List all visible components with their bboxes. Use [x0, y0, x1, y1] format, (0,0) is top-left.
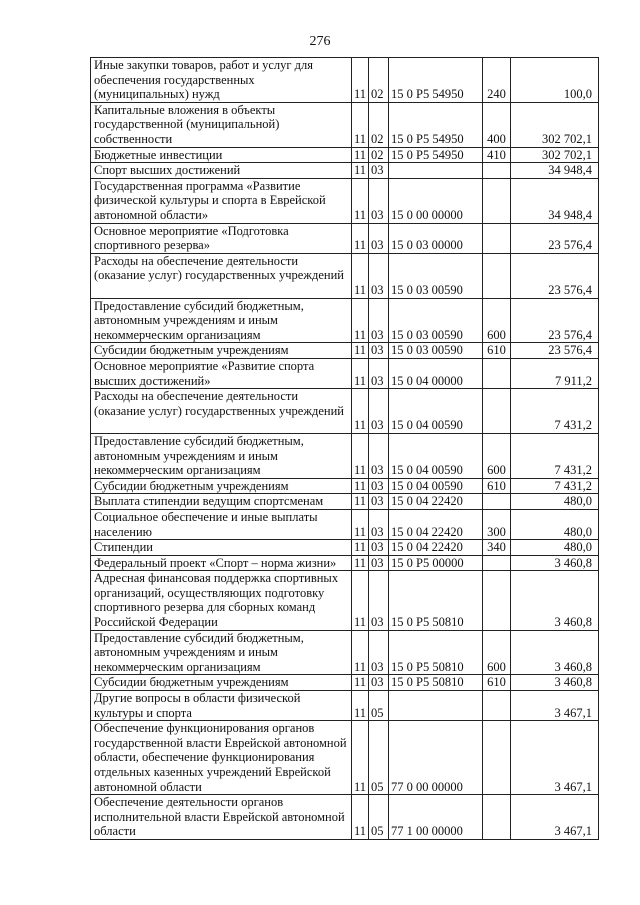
expense-type-code-cell: 240 [483, 58, 511, 103]
expense-type-code-cell [483, 389, 511, 434]
subsection-code-cell: 03 [369, 358, 389, 388]
expense-type-code-cell: 340 [483, 540, 511, 556]
table-row [91, 147, 599, 163]
page-number: 276 [309, 34, 331, 49]
amount-cell: 23 576,4 [511, 298, 599, 343]
subsection-code-cell: 03 [369, 343, 389, 359]
target-item-code-cell: 15 0 03 00590 [389, 343, 483, 359]
target-item-code-cell: 15 0 Р5 50810 [389, 630, 483, 675]
section-code-cell: 11 [352, 102, 369, 147]
target-item-code-cell: 15 0 Р5 54950 [389, 147, 483, 163]
row-name-cell: Расходы на обеспечение деятельности (оказание услуг) государственных учреждений [91, 389, 352, 434]
section-code-cell: 11 [352, 253, 369, 298]
section-code-cell: 11 [352, 389, 369, 434]
subsection-code-cell: 03 [369, 163, 389, 179]
target-item-code-cell: 15 0 04 22420 [389, 494, 483, 510]
expense-type-code-cell [483, 223, 511, 253]
expense-type-code-cell [483, 178, 511, 223]
table-row [91, 675, 599, 691]
amount-cell: 7 431,2 [511, 433, 599, 478]
amount-cell: 302 702,1 [511, 147, 599, 163]
row-name-cell: Субсидии бюджетным учреждениям [91, 343, 352, 359]
subsection-code-cell: 02 [369, 58, 389, 103]
section-code-cell: 11 [352, 58, 369, 103]
table-row [91, 163, 599, 179]
expense-type-code-cell [483, 795, 511, 840]
subsection-code-cell: 05 [369, 691, 389, 721]
subsection-code-cell: 03 [369, 389, 389, 434]
row-name-cell: Стипендии [91, 540, 352, 556]
section-code-cell: 11 [352, 571, 369, 630]
section-code-cell: 11 [352, 540, 369, 556]
table-row [91, 178, 599, 223]
expense-type-code-cell [483, 163, 511, 179]
row-name-cell: Субсидии бюджетным учреждениям [91, 675, 352, 691]
section-code-cell: 11 [352, 147, 369, 163]
subsection-code-cell: 03 [369, 433, 389, 478]
row-name-cell: Социальное обеспечение и иные выплаты населению [91, 509, 352, 539]
target-item-code-cell: 15 0 04 22420 [389, 540, 483, 556]
amount-cell: 7 911,2 [511, 358, 599, 388]
target-item-code-cell: 15 0 Р5 00000 [389, 555, 483, 571]
table-row [91, 58, 599, 103]
target-item-code-cell [389, 163, 483, 179]
target-item-code-cell: 15 0 04 00000 [389, 358, 483, 388]
row-name-cell: Спорт высших достижений [91, 163, 352, 179]
subsection-code-cell: 02 [369, 102, 389, 147]
table-row [91, 478, 599, 494]
expense-type-code-cell [483, 253, 511, 298]
target-item-code-cell: 15 0 Р5 54950 [389, 102, 483, 147]
amount-cell: 3 467,1 [511, 691, 599, 721]
amount-cell: 3 460,8 [511, 571, 599, 630]
table-row [91, 721, 599, 795]
amount-cell: 3 467,1 [511, 795, 599, 840]
subsection-code-cell: 03 [369, 571, 389, 630]
amount-cell: 7 431,2 [511, 389, 599, 434]
row-name-cell: Основное мероприятие «Развитие спорта высших достижений» [91, 358, 352, 388]
section-code-cell: 11 [352, 433, 369, 478]
expense-type-code-cell: 610 [483, 478, 511, 494]
section-code-cell: 11 [352, 223, 369, 253]
subsection-code-cell: 03 [369, 509, 389, 539]
section-code-cell: 11 [352, 343, 369, 359]
expense-type-code-cell: 400 [483, 102, 511, 147]
section-code-cell: 11 [352, 509, 369, 539]
table-row [91, 358, 599, 388]
target-item-code-cell: 15 0 04 00590 [389, 433, 483, 478]
target-item-code-cell: 15 0 Р5 50810 [389, 675, 483, 691]
section-code-cell: 11 [352, 630, 369, 675]
subsection-code-cell: 03 [369, 675, 389, 691]
section-code-cell: 11 [352, 691, 369, 721]
table-row [91, 298, 599, 343]
target-item-code-cell: 15 0 Р5 54950 [389, 58, 483, 103]
section-code-cell: 11 [352, 555, 369, 571]
amount-cell: 7 431,2 [511, 478, 599, 494]
subsection-code-cell: 03 [369, 630, 389, 675]
expense-type-code-cell: 600 [483, 298, 511, 343]
expense-type-code-cell [483, 691, 511, 721]
target-item-code-cell [389, 691, 483, 721]
subsection-code-cell: 03 [369, 178, 389, 223]
expense-type-code-cell: 610 [483, 343, 511, 359]
target-item-code-cell: 15 0 04 00590 [389, 478, 483, 494]
section-code-cell: 11 [352, 163, 369, 179]
subsection-code-cell: 03 [369, 478, 389, 494]
section-code-cell: 11 [352, 178, 369, 223]
amount-cell: 23 576,4 [511, 343, 599, 359]
amount-cell: 3 460,8 [511, 555, 599, 571]
expense-type-code-cell [483, 571, 511, 630]
row-name-cell: Обеспечение деятельности органов исполнительной власти Еврейской автономной области [91, 795, 352, 840]
section-code-cell: 11 [352, 675, 369, 691]
expense-type-code-cell: 300 [483, 509, 511, 539]
section-code-cell: 11 [352, 494, 369, 510]
row-name-cell: Обеспечение функционирования органов государственной власти Еврейской автономной области, обеспечение функционирования отдельных казенных учреждений Еврейской автономной области [91, 721, 352, 795]
row-name-cell: Иные закупки товаров, работ и услуг для обеспечения государственных (муниципальных) нужд [91, 58, 352, 103]
section-code-cell: 11 [352, 358, 369, 388]
subsection-code-cell: 03 [369, 298, 389, 343]
table-row [91, 571, 599, 630]
amount-cell: 480,0 [511, 494, 599, 510]
target-item-code-cell: 15 0 04 00590 [389, 389, 483, 434]
expense-type-code-cell [483, 555, 511, 571]
target-item-code-cell: 15 0 03 00590 [389, 253, 483, 298]
row-name-cell: Капитальные вложения в объекты государственной (муниципальной) собственности [91, 102, 352, 147]
amount-cell: 23 576,4 [511, 223, 599, 253]
expense-type-code-cell [483, 721, 511, 795]
target-item-code-cell: 77 0 00 00000 [389, 721, 483, 795]
row-name-cell: Другие вопросы в области физической культуры и спорта [91, 691, 352, 721]
amount-cell: 480,0 [511, 540, 599, 556]
row-name-cell: Государственная программа «Развитие физической культуры и спорта в Еврейской автономной области» [91, 178, 352, 223]
amount-cell: 34 948,4 [511, 163, 599, 179]
table-row [91, 102, 599, 147]
subsection-code-cell: 05 [369, 721, 389, 795]
target-item-code-cell: 15 0 03 00000 [389, 223, 483, 253]
row-name-cell: Расходы на обеспечение деятельности (оказание услуг) государственных учреждений [91, 253, 352, 298]
table-body [91, 58, 599, 840]
table-row [91, 795, 599, 840]
target-item-code-cell: 15 0 00 00000 [389, 178, 483, 223]
section-code-cell: 11 [352, 478, 369, 494]
section-code-cell: 11 [352, 721, 369, 795]
expense-type-code-cell [483, 358, 511, 388]
subsection-code-cell: 05 [369, 795, 389, 840]
row-name-cell: Субсидии бюджетным учреждениям [91, 478, 352, 494]
table-row [91, 433, 599, 478]
subsection-code-cell: 03 [369, 223, 389, 253]
target-item-code-cell: 15 0 04 22420 [389, 509, 483, 539]
section-code-cell: 11 [352, 795, 369, 840]
row-name-cell: Предоставление субсидий бюджетным, автономным учреждениям и иным некоммерческим организациям [91, 433, 352, 478]
subsection-code-cell: 03 [369, 540, 389, 556]
row-name-cell: Основное мероприятие «Подготовка спортивного резерва» [91, 223, 352, 253]
amount-cell: 480,0 [511, 509, 599, 539]
subsection-code-cell: 02 [369, 147, 389, 163]
amount-cell: 302 702,1 [511, 102, 599, 147]
expense-type-code-cell [483, 494, 511, 510]
subsection-code-cell: 03 [369, 555, 389, 571]
table-row [91, 389, 599, 434]
section-code-cell: 11 [352, 298, 369, 343]
table-row [91, 253, 599, 298]
target-item-code-cell: 15 0 Р5 50810 [389, 571, 483, 630]
amount-cell: 100,0 [511, 58, 599, 103]
table-row [91, 691, 599, 721]
row-name-cell: Бюджетные инвестиции [91, 147, 352, 163]
target-item-code-cell: 77 1 00 00000 [389, 795, 483, 840]
target-item-code-cell: 15 0 03 00590 [389, 298, 483, 343]
amount-cell: 3 460,8 [511, 675, 599, 691]
table-row [91, 509, 599, 539]
row-name-cell: Федеральный проект «Спорт – норма жизни» [91, 555, 352, 571]
row-name-cell: Предоставление субсидий бюджетным, автономным учреждениям и иным некоммерческим организациям [91, 630, 352, 675]
row-name-cell: Выплата стипендии ведущим спортсменам [91, 494, 352, 510]
subsection-code-cell: 03 [369, 494, 389, 510]
row-name-cell: Адресная финансовая поддержка спортивных организаций, осуществляющих подготовку спортивного резерва для сборных команд Российской Федерации [91, 571, 352, 630]
table-row [91, 223, 599, 253]
amount-cell: 3 460,8 [511, 630, 599, 675]
expense-type-code-cell: 610 [483, 675, 511, 691]
table-row [91, 630, 599, 675]
expense-type-code-cell: 600 [483, 433, 511, 478]
budget-table [90, 57, 599, 840]
table-row [91, 555, 599, 571]
amount-cell: 23 576,4 [511, 253, 599, 298]
expense-type-code-cell: 600 [483, 630, 511, 675]
amount-cell: 34 948,4 [511, 178, 599, 223]
subsection-code-cell: 03 [369, 253, 389, 298]
table-row [91, 540, 599, 556]
expense-type-code-cell: 410 [483, 147, 511, 163]
amount-cell: 3 467,1 [511, 721, 599, 795]
row-name-cell: Предоставление субсидий бюджетным, автономным учреждениям и иным некоммерческим организациям [91, 298, 352, 343]
table-row [91, 343, 599, 359]
table-row [91, 494, 599, 510]
